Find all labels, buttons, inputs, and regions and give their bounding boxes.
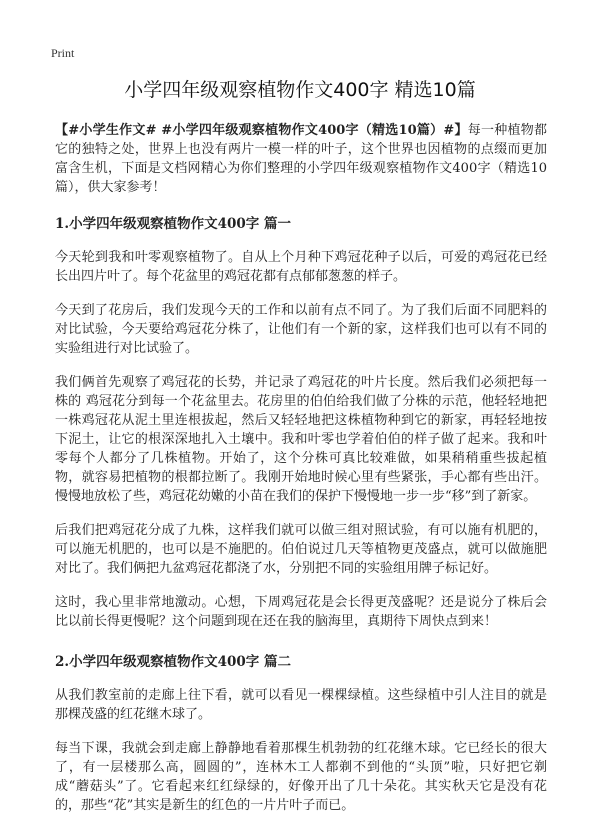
intro-paragraph	[55, 121, 547, 197]
paragraph: 这时，我心里非常地激动。心想，下周鸡冠花是会长得更茂盛呢？还是说分了株后会比以前长得更慢呢？这个问题到现在还在我的脑海里，真期待下周快点到来！	[55, 595, 547, 629]
paragraph: 每当下课，我就会到走廊上静静地看着那棵生机勃勃的红花继木球。它已经长的很大了，有一层楼那么高，圆圆的”，连林木工人都剃不到他的“头顶”啦，只好把它剃成“蘑菇头”了。它看起来红红绿绿的，好像开出了几十朵花。其实秋天它是没有花的，那些“花”其实是新生的红色的一片片叶子而已。	[55, 741, 547, 813]
page-title: 小学四年级观察植物作文400字 精选10篇	[124, 79, 476, 101]
paragraph: 我们俩首先观察了鸡冠花的长势，并记录了鸡冠花的叶片长度。然后我们必须把每一株的 鸡冠花分到每一个花盆里去。花房里的伯伯给我们做了分株的示范，他轻轻地把一株鸡冠花从泥土里连根拔起，然后又轻轻地把这株植物种到它的新家，再轻轻地按下泥土，让它的根深深地扎入土壤中。我和叶零也学着伯伯的样子做了起来。我和叶零每个人都分了几株植物。开始了，这个分株可真比较难做，如果稍稍重些拔起植物，就容易把植物的根都拉断了。我刚开始地时候心里有些紧张，手心都有些出汗。慢慢地放松了些，鸡冠花幼嫩的小苗在我们的保护下慢慢地一步一步“移”到了新家。	[55, 375, 547, 504]
section-heading: 2.小学四年级观察植物作文400字 篇二	[55, 654, 291, 670]
section-1	[55, 215, 547, 631]
print-link[interactable]: Print	[51, 46, 75, 60]
paragraph: 今天到了花房后，我们发现今天的工作和以前有点不同了。为了我们后面不同肥料的对比试验，今天要给鸡冠花分株了，让他们有一个新的家，这样我们也可以有不同的实验组进行对比试验了。	[55, 303, 547, 356]
article-body	[55, 121, 547, 830]
paragraph: 今天轮到我和叶零观察植物了。自从上个月种下鸡冠花种子以后，可爱的鸡冠花已经长出四片叶了。每个花盆里的鸡冠花都有点郁郁葱葱的样子。	[55, 250, 547, 284]
section-heading: 1.小学四年级观察植物作文400字 篇一	[55, 216, 291, 232]
intro-tag: 【#小学生作文# #小学四年级观察植物作文400字（精选10篇）#】	[55, 123, 468, 138]
section-2	[55, 653, 547, 815]
paragraph: 从我们教室前的走廊上往下看，就可以看见一棵棵绿植。这些绿植中引人注目的就是那棵茂盛的红花继木球了。	[55, 688, 547, 722]
paragraph: 后我们把鸡冠花分成了九株，这样我们就可以做三组对照试验，有可以施有机肥的，可以施无机肥的，也可以是不施肥的。伯伯说过几天等植物更茂盛点，就可以做施肥对比了。我们俩把九盆鸡冠花都浇了水，分别把不同的实验组用牌子标记好。	[55, 523, 547, 576]
intro-text: 每一种植物都它的独特之处，世界上也没有两片一模一样的叶子，这个世界也因植物的点缀而更加富含生机，下面是文档网精心为你们整理的小学四年级观察植物作文400字（精选10篇），供大家参考！	[55, 123, 547, 195]
